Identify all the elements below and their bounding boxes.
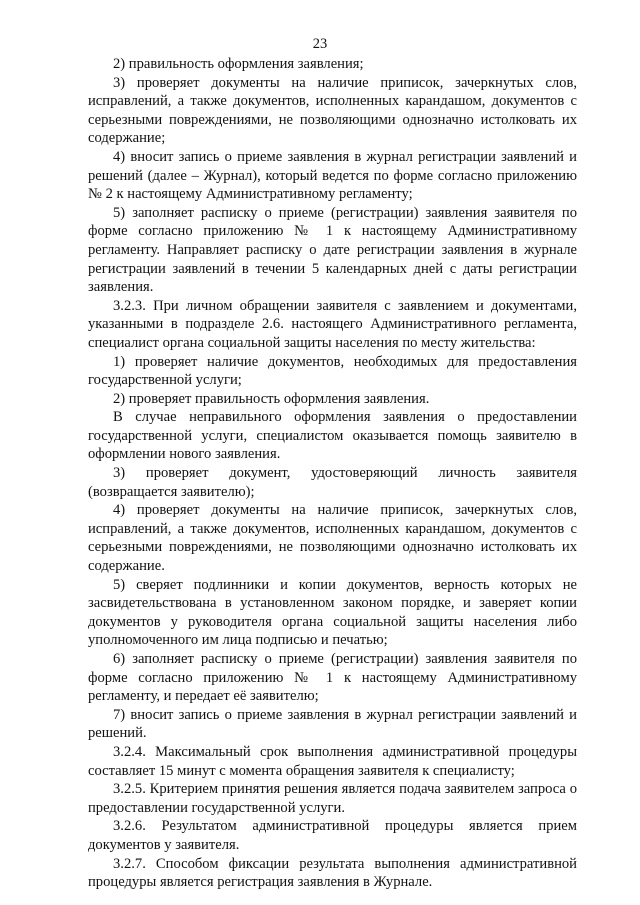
paragraph: 3.2.5. Критерием принятия решения является подача заявителем запроса о предоставлении государственной услуги.	[88, 781, 577, 816]
paragraph: 5) сверяет подлинники и копии документов, верность которых не засвидетельствована в установленном законом порядке, и заверяет копии документов у руководителя органа социальной защиты населения либо уполномоченного им лица подписью и печатью;	[88, 576, 577, 649]
paragraph: 4) проверяет документы на наличие приписок, зачеркнутых слов, исправлений, а также документов, исполненных карандашом, документов с серьезными повреждениями, не позволяющими однозначно истолковать их содержание.	[88, 502, 577, 575]
paragraph: 3.2.4. Максимальный срок выполнения административной процедуры составляет 15 минут с момента обращения заявителя к специалисту;	[88, 743, 577, 779]
paragraph: 2) правильность оформления заявления;	[113, 56, 364, 72]
paragraph: 6) заполняет расписку о приеме (регистрации) заявления заявителя по форме согласно приложению № 1 к настоящему Административному регламенту, и передает её заявителю;	[88, 651, 577, 705]
paragraph: 3.2.7. Способом фиксации результата выполнения административной процедуры является регистрация заявления в Журнале.	[88, 855, 577, 891]
paragraph: 3) проверяет документы на наличие приписок, зачеркнутых слов, исправлений, а также документов, исполненных карандашом, документов с серьезными повреждениями, не позволяющими однозначно истолковать их содержание;	[88, 74, 577, 147]
paragraph: 4) вносит запись о приеме заявления в журнал регистрации заявлений и решений (далее – Журнал), который ведется по форме согласно приложению № 2 к настоящему Административному регламенту;	[88, 148, 577, 203]
paragraph: В случае неправильного оформления заявления о предоставлении государственной услуги, специалистом оказывается помощь заявителю в оформлении нового заявления.	[88, 409, 577, 463]
paragraph: 1) проверяет наличие документов, необходимых для предоставления государственной услуги;	[88, 353, 577, 389]
paragraph: 3) проверяет документ, удостоверяющий личность заявителя (возвращается заявителю);	[88, 465, 577, 500]
paragraph: 3.2.6. Результатом административной процедуры является прием документов у заявителя.	[88, 818, 577, 853]
paragraph: 2) проверяет правильность оформления заявления.	[113, 390, 430, 407]
page-number: 23	[312, 36, 328, 52]
paragraph: 7) вносит запись о приеме заявления в журнал регистрации заявлений и решений.	[88, 706, 577, 742]
paragraph: 3.2.3. При личном обращении заявителя с заявлением и документами, указанными в подразделе 2.6. настоящего Административного регламента, специалист органа социальной защиты населения по месту жительства:	[88, 297, 577, 351]
paragraph: 5) заполняет расписку о приеме (регистрации) заявления заявителя по форме согласно приложению № 1 к настоящему Административному регламенту. Направляет расписку о дате регистрации заявления в журнале регистрации заявлений в течении 5 календарных дней с даты регистрации заявления.	[88, 204, 577, 296]
document-body	[88, 55, 577, 892]
